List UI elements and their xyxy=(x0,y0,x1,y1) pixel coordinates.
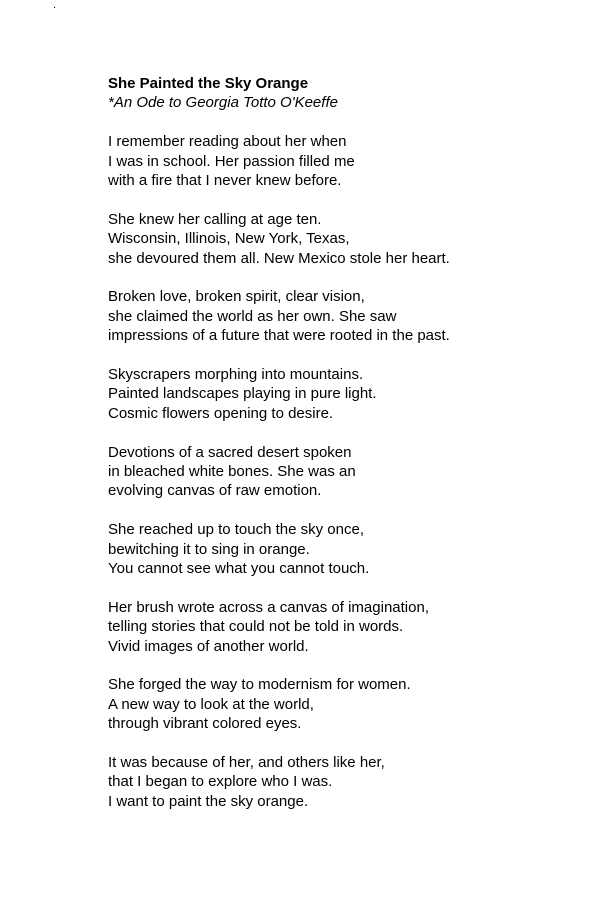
poem-title: She Painted the Sky Orange xyxy=(108,75,309,92)
poem-line: impressions of a future that were rooted in the past. xyxy=(108,327,450,345)
poem-line: Broken love, broken spirit, clear vision, xyxy=(108,288,365,306)
poem-line: in bleached white bones. She was an xyxy=(108,463,356,481)
stanza-4 xyxy=(108,365,578,423)
poem-line: she claimed the world as her own. She saw xyxy=(108,307,397,325)
poem-line: Painted landscapes playing in pure light. xyxy=(108,385,377,403)
poem-line: telling stories that could not be told in words. xyxy=(108,618,404,636)
poem-line: She forged the way to modernism for women. xyxy=(108,676,411,694)
poem-line: I was in school. Her passion filled me xyxy=(108,152,355,170)
stanza-3 xyxy=(108,287,578,345)
poem-line: She reached up to touch the sky once, xyxy=(108,521,365,539)
stanza-8 xyxy=(108,675,578,733)
poem-line: Skyscrapers morphing into mountains. xyxy=(108,366,364,384)
stanza-1 xyxy=(108,132,578,190)
stanza-2 xyxy=(108,210,578,268)
poem-line: Devotions of a sacred desert spoken xyxy=(108,443,352,461)
stanza-6 xyxy=(108,520,578,578)
poem-line: Her brush wrote across a canvas of imagination, xyxy=(108,598,429,616)
poem-subtitle: *An Ode to Georgia Totto O'Keeffe xyxy=(108,94,338,112)
stanza-9 xyxy=(108,753,578,811)
poem-line: bewitching it to sing in orange. xyxy=(108,540,310,558)
poem-line: through vibrant colored eyes. xyxy=(108,715,302,733)
poem-line: I remember reading about her when xyxy=(108,133,347,151)
poem-line: It was because of her, and others like her, xyxy=(108,754,385,772)
corner-mark: . xyxy=(53,0,57,11)
poem-line: she devoured them all. New Mexico stole her heart. xyxy=(108,249,450,267)
poem-line: A new way to look at the world, xyxy=(108,695,314,713)
poem-line: I want to paint the sky orange. xyxy=(108,792,309,810)
poem-line: Cosmic flowers opening to desire. xyxy=(108,404,334,422)
poem-line: You cannot see what you cannot touch. xyxy=(108,560,370,578)
poem-line: that I began to explore who I was. xyxy=(108,773,333,791)
stanza-7 xyxy=(108,598,578,656)
poem-line: She knew her calling at age ten. xyxy=(108,210,322,228)
poem-line: Wisconsin, Illinois, New York, Texas, xyxy=(108,230,350,248)
poem-line: Vivid images of another world. xyxy=(108,637,309,655)
stanza-5 xyxy=(108,443,578,501)
poem-line: evolving canvas of raw emotion. xyxy=(108,482,322,500)
poem-line: with a fire that I never knew before. xyxy=(108,172,342,190)
poem xyxy=(108,74,578,831)
